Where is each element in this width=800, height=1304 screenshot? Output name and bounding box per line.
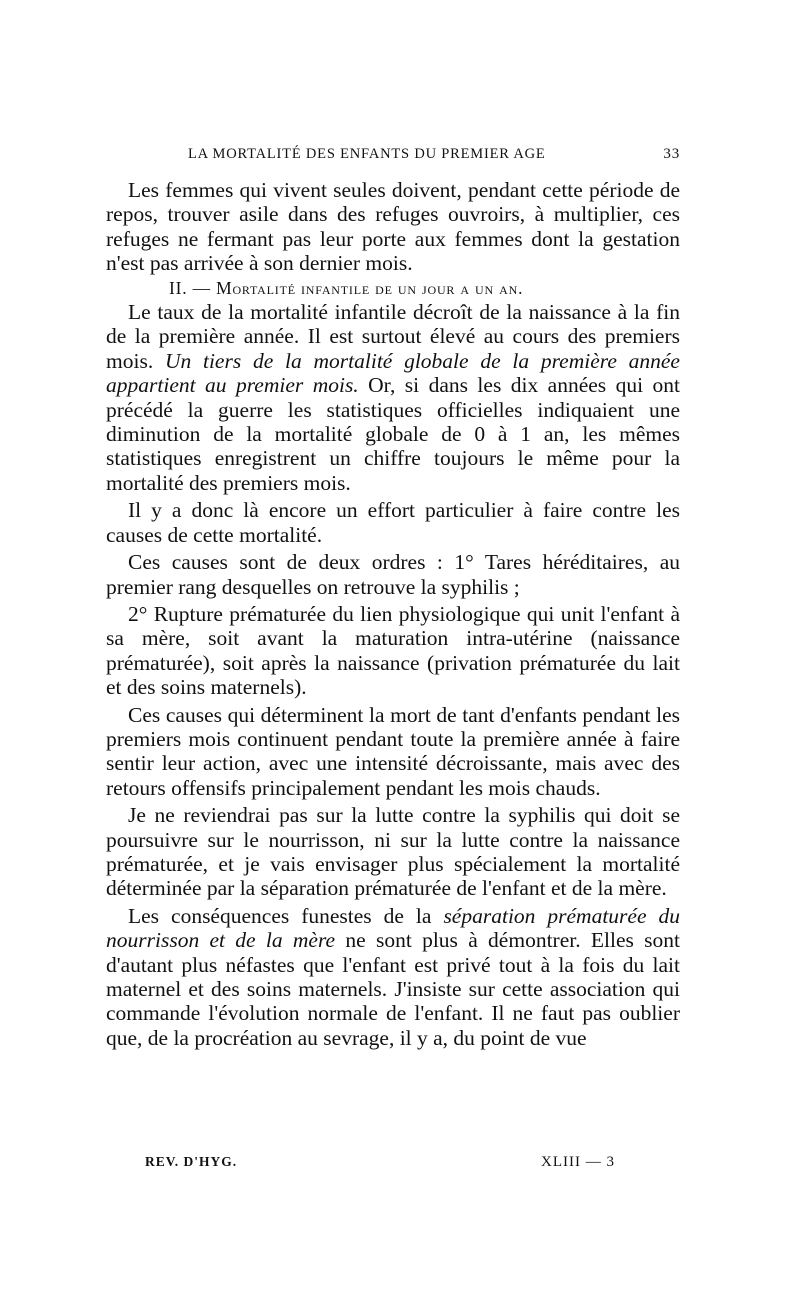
intro-paragraph: Les femmes qui vivent seules doivent, pendant cette période de repos, trouver asile dans des refuges ouvroirs, à multiplier, ces refuges ne fermant pas leur porte aux femmes dont la gestation n'est pas arrivée à son dernier mois. [106, 178, 680, 276]
paragraph-causes: Ces causes sont de deux ordres : 1° Tares héréditaires, au premier rang desquelles on retrouve la syphilis ; [106, 550, 680, 599]
paragraph-syphilis: Je ne reviendrai pas sur la lutte contre la syphilis qui doit se poursuivre sur le nourrisson, ni sur la lutte contre la naissance prématurée, et je vais envisager plus spécialement la mortalité déterminée par la séparation prématurée de l'enfant et de la mère. [106, 803, 680, 901]
footer-signature: XLIII — 3 [541, 1154, 615, 1170]
paragraph-separation [106, 904, 680, 1050]
paragraph-effort: Il y a donc là encore un effort particulier à faire contre les causes de cette mortalité. [106, 498, 680, 547]
italic-emphasis: séparation prématurée du nourrisson et de la mère [106, 903, 680, 953]
paragraph-text: Or, si dans les dix années qui ont précédé la guerre les statistiques officielles indiquaient une diminution de la mortalité globale de 0 à 1 an, les mêmes statistiques enregistrent un chiffre toujours le même pour la mortalité des premiers mois. [106, 373, 681, 495]
section-number: II. — [169, 277, 211, 298]
paragraph-continuing-causes: Ces causes qui déterminent la mort de tant d'enfants pendant les premiers mois continuent pendant toute la première année à faire sentir leur action, avec une intensité décroissante, mais avec des retours offensifs principalement pendant les mois chauds. [106, 702, 680, 800]
section-heading [106, 276, 680, 300]
footer-journal: REV. D'HYG. [145, 1154, 238, 1169]
section-title: Mortalité infantile de un jour a un an. [216, 277, 524, 298]
page-footer [145, 1154, 615, 1176]
running-title: LA MORTALITÉ DES ENFANTS DU PREMIER AGE [188, 146, 546, 162]
paragraph-text: Les conséquences funestes de la [128, 903, 444, 928]
paragraph-rupture: 2° Rupture prématurée du lien physiologique qui unit l'enfant à sa mère, soit avant la maturation intra-utérine (naissance prématurée), soit après la naissance (privation prématurée du lait et des soins maternels). [106, 601, 680, 700]
italic-emphasis: Un tiers de la mortalité globale de la première année appartient au premier mois. [106, 348, 680, 398]
paragraph-text: ne sont plus à démontrer. Elles sont d'autant plus néfastes que l'enfant est privé tout à la fois du lait maternel et des soins maternels. J'insiste sur cette association qui commande l'évolution normale de l'enfant. Il ne faut pas oublier que, de la procréation au sevrage, il y a, du point de vue [106, 928, 681, 1050]
paragraph-text: Le taux de la mortalité infantile décroît de la naissance à la fin de la première année. Il est surtout élevé au cours des premiers mois. [106, 300, 680, 373]
paragraph-mortality-rate [106, 300, 680, 495]
page-body [106, 178, 680, 1050]
page-header [106, 146, 680, 168]
page-number: 33 [663, 146, 680, 162]
